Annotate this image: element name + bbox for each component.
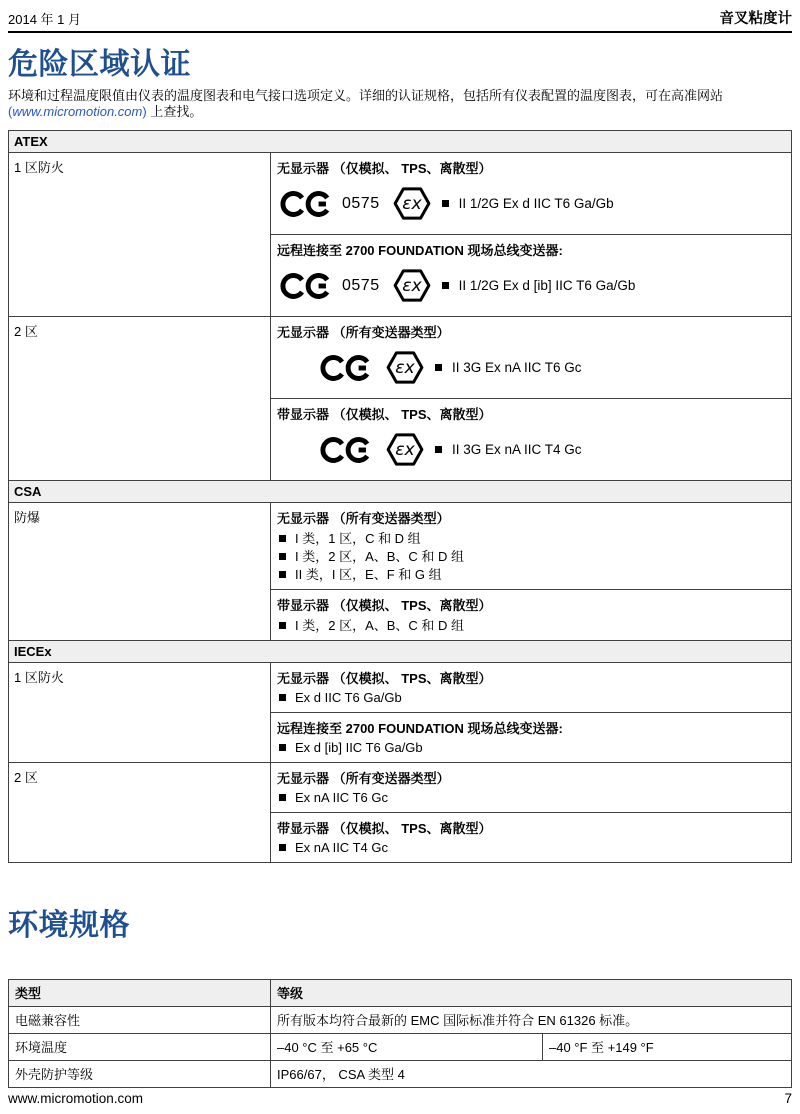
atex-zone2-cell [271, 316, 792, 480]
cert-logo-line [319, 426, 785, 474]
bullet-square-icon [279, 553, 286, 560]
cert-code: II 1/2G Ex d IIC T6 Ga/Gb [458, 196, 614, 211]
row-label-csa-xp: 防爆 [9, 502, 271, 640]
list-item: II 类，I 区，E、F 和 G 组 [277, 566, 785, 584]
list-item: I 类，2 区，A、B、C 和 D 组 [277, 548, 785, 566]
atex-zone1-sub1 [271, 153, 791, 234]
iecex-zone2-cell [271, 762, 792, 862]
list-item: I 类，1 区，C 和 D 组 [277, 530, 785, 548]
cell-heading: 无显示器 （所有变送器类型） [277, 324, 450, 340]
env-col-rating: 等级 [271, 980, 792, 1007]
environment-title: 环境规格 [8, 908, 130, 942]
cert-logo-line [279, 262, 785, 310]
env-temp-fahrenheit: –40 °F 至 +149 °F [543, 1034, 792, 1061]
row-label-atex-zone2: 2 区 [9, 316, 271, 480]
section-header-atex: ATEX [9, 130, 792, 152]
svg-text:εx: εx [401, 276, 422, 297]
env-temp-celsius: –40 °C 至 +65 °C [271, 1034, 543, 1061]
cell-heading: 带显示器 （仅模拟、 TPS、离散型） [277, 406, 492, 422]
atex-zone2-sub2 [271, 398, 791, 480]
ce-mark-icon [279, 190, 333, 218]
csa-xp-sub1 [271, 503, 791, 589]
list-item: I 类，2 区，A、B、C 和 D 组 [277, 617, 785, 635]
paren-close: ) [142, 104, 147, 119]
ce-mark-icon [319, 436, 373, 464]
header-product-title: 音叉粘度计 [719, 11, 792, 27]
list-item: Ex nA IIC T4 Gc [277, 839, 785, 857]
atex-zone1-sub2 [271, 234, 791, 316]
cell-heading: 无显示器 （所有变送器类型） [277, 770, 450, 786]
bullet-square-icon [435, 446, 442, 453]
ce-mark-icon [279, 272, 333, 300]
table-row [9, 1034, 792, 1061]
ce-mark-icon [319, 354, 373, 382]
cell-heading: 无显示器 （仅模拟、 TPS、离散型） [277, 670, 492, 686]
bullet-square-icon [442, 200, 449, 207]
environment-table [8, 979, 792, 1088]
certification-table [8, 130, 792, 863]
cert-code: II 1/2G Ex d [ib] IIC T6 Ga/Gb [458, 278, 636, 293]
cert-code: II 3G Ex nA IIC T4 Gc [452, 442, 582, 457]
table-row [9, 1061, 792, 1088]
cell-heading: 无显示器 （仅模拟、 TPS、离散型） [277, 160, 492, 176]
hazardous-area-title: 危险区域认证 [8, 48, 191, 81]
intro-paragraph [8, 88, 792, 121]
list-item: Ex d [ib] IIC T6 Ga/Gb [277, 739, 785, 757]
iecex-zone1-sub2 [271, 712, 791, 762]
section-header-csa: CSA [9, 480, 792, 502]
iecex-zone2-sub1 [271, 763, 791, 812]
env-emc-value: 所有版本均符合最新的 EMC 国际标准并符合 EN 61326 标准。 [271, 1007, 792, 1034]
table-row [9, 1007, 792, 1034]
svg-text:εx: εx [395, 440, 415, 461]
atex-ex-icon [393, 269, 431, 302]
list-item: Ex d IIC T6 Ga/Gb [277, 689, 785, 707]
atex-ex-icon [386, 433, 424, 466]
page-header [8, 0, 792, 33]
env-emc-label: 电磁兼容性 [9, 1007, 271, 1034]
page-footer [8, 1091, 792, 1106]
atex-ex-icon [386, 351, 424, 384]
footer-url: www.micromotion.com [8, 1091, 144, 1106]
bullet-square-icon [279, 844, 286, 851]
cell-heading: 带显示器 （仅模拟、 TPS、离散型） [277, 597, 492, 613]
intro-text: 环境和过程温度限值由仪表的温度图表和电气接口选项定义。详细的认证规格，包括所有仪表配置的温度图表，可在高准网站 [8, 87, 724, 103]
svg-text:εx: εx [401, 194, 422, 215]
env-col-type: 类型 [9, 980, 271, 1007]
iecex-zone1-cell [271, 662, 792, 762]
bullet-square-icon [279, 622, 286, 629]
atex-zone2-sub1 [271, 317, 791, 398]
bullet-square-icon [279, 571, 286, 578]
paren-open: ( [8, 104, 13, 119]
bullet-list [277, 616, 785, 635]
bullet-square-icon [279, 794, 286, 801]
env-enclosure-value: IP66/67， CSA 类型 4 [271, 1061, 792, 1088]
bullet-square-icon [442, 282, 449, 289]
micromotion-link[interactable]: www.micromotion.com [12, 104, 143, 119]
cert-code: II 3G Ex nA IIC T6 Gc [452, 360, 582, 375]
header-date: 2014 年 1 月 [8, 12, 81, 27]
bullet-square-icon [279, 744, 286, 751]
bullet-square-icon [435, 364, 442, 371]
atex-zone1-cell [271, 152, 792, 316]
cell-heading: 远程连接至 2700 FOUNDATION 现场总线变送器: [277, 242, 563, 258]
page-number: 7 [784, 1091, 792, 1106]
list-item: Ex nA IIC T6 Gc [277, 789, 785, 807]
cell-heading: 无显示器 （所有变送器类型） [277, 510, 450, 526]
csa-xp-sub2 [271, 589, 791, 640]
bullet-list [277, 529, 785, 584]
row-label-atex-zone1: 1 区防火 [9, 152, 271, 316]
bullet-square-icon [279, 694, 286, 701]
cert-logo-line [319, 344, 785, 392]
iecex-zone1-sub1 [271, 663, 791, 712]
ce-number: 0575 [342, 194, 380, 212]
csa-xp-cell [271, 502, 792, 640]
section-header-iecex: IECEx [9, 640, 792, 662]
cell-heading: 远程连接至 2700 FOUNDATION 现场总线变送器: [277, 720, 563, 736]
cell-heading: 带显示器 （仅模拟、 TPS、离散型） [277, 820, 492, 836]
row-label-iecex-zone1: 1 区防火 [9, 662, 271, 762]
intro-tail: 上查找。 [146, 104, 203, 119]
bullet-square-icon [279, 535, 286, 542]
svg-text:εx: εx [395, 358, 415, 379]
env-temp-label: 环境温度 [9, 1034, 271, 1061]
cert-logo-line [279, 180, 785, 228]
env-enclosure-label: 外壳防护等级 [9, 1061, 271, 1088]
ce-number: 0575 [342, 276, 380, 294]
iecex-zone2-sub2 [271, 812, 791, 862]
atex-ex-icon [393, 187, 431, 220]
row-label-iecex-zone2: 2 区 [9, 762, 271, 862]
